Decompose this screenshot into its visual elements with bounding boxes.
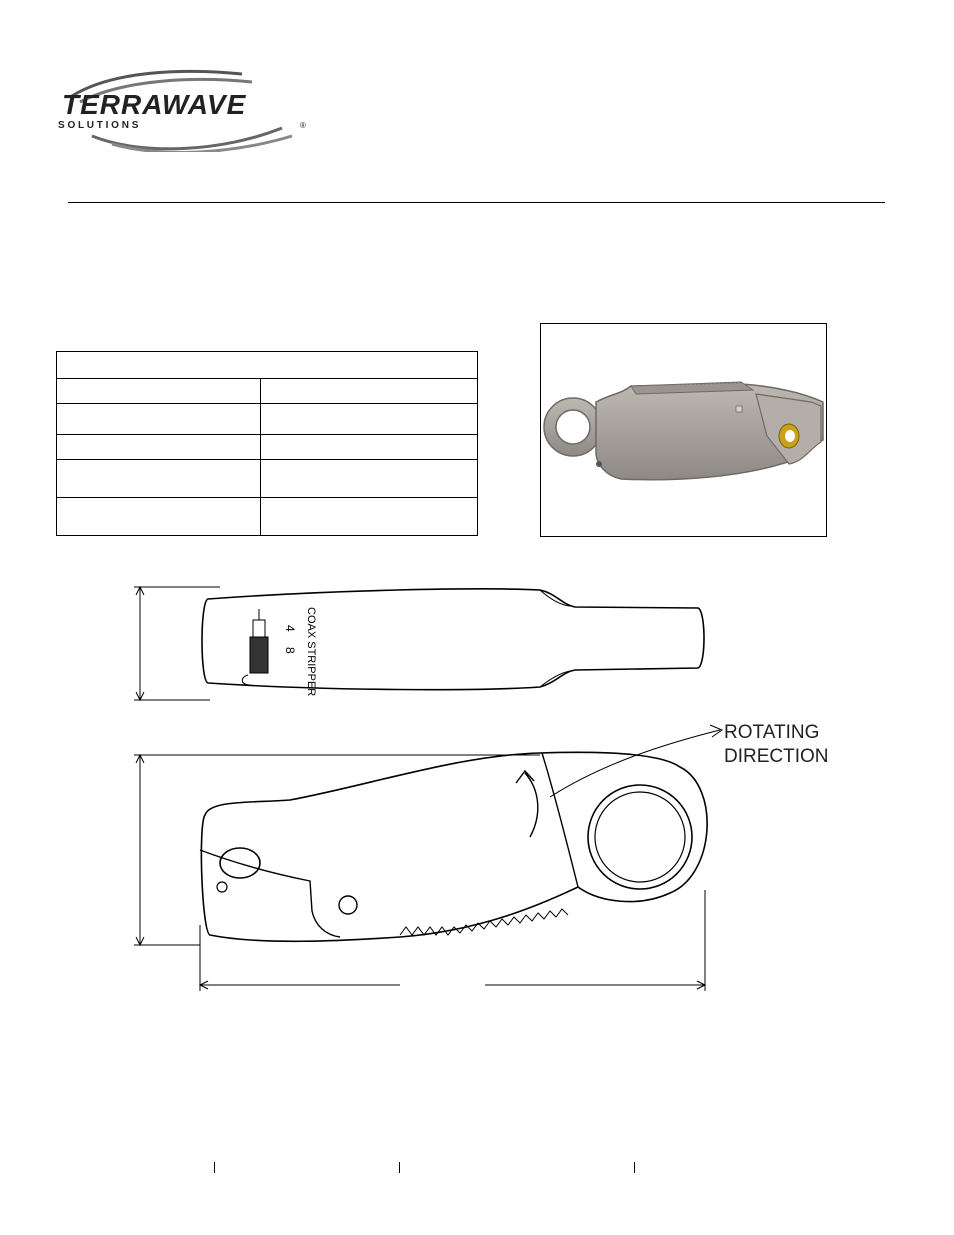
spec-table-header: [57, 352, 478, 379]
logo-subtitle: S O L U T I O N S: [58, 120, 139, 131]
spec-cell: [57, 379, 261, 404]
technical-drawing: [100, 575, 850, 1005]
spec-cell: [261, 379, 478, 404]
ring-outer: [588, 785, 692, 889]
spec-cell: [57, 460, 261, 498]
side-view-height-dimension: [134, 755, 540, 945]
spec-table: [56, 351, 478, 536]
header-divider: [68, 202, 885, 203]
footer-divider: [634, 1162, 635, 1173]
dimension-label-b: 8: [283, 647, 297, 654]
footer-divider: [214, 1162, 215, 1173]
side-view-outline: [201, 752, 707, 941]
spec-cell: [57, 498, 261, 536]
callout-line-1: ROTATING: [724, 722, 820, 743]
top-view-outline: [202, 589, 704, 690]
dimension-label-a: 4: [283, 625, 297, 632]
logo-registered-mark: ®: [300, 121, 306, 130]
cable-icon: [242, 609, 268, 685]
spec-cell: [261, 435, 478, 460]
rotation-arrow-icon: [516, 771, 538, 837]
coax-stripper-photo: [541, 324, 826, 536]
blade-accent: [779, 424, 799, 448]
terrawave-logo: [52, 66, 314, 152]
tool-label-text: COAX STRIPPER: [305, 607, 317, 697]
spec-cell: [57, 435, 261, 460]
spec-cell: [57, 404, 261, 435]
spec-cell: [261, 460, 478, 498]
spec-cell: [261, 404, 478, 435]
logo-wordmark: TERRAWAVE: [62, 89, 247, 120]
footer-divider: [399, 1162, 400, 1173]
callout-leader: [550, 730, 720, 797]
callout-line-2: DIRECTION: [724, 746, 829, 767]
spec-cell: [261, 498, 478, 536]
product-photo-frame: [540, 323, 827, 537]
